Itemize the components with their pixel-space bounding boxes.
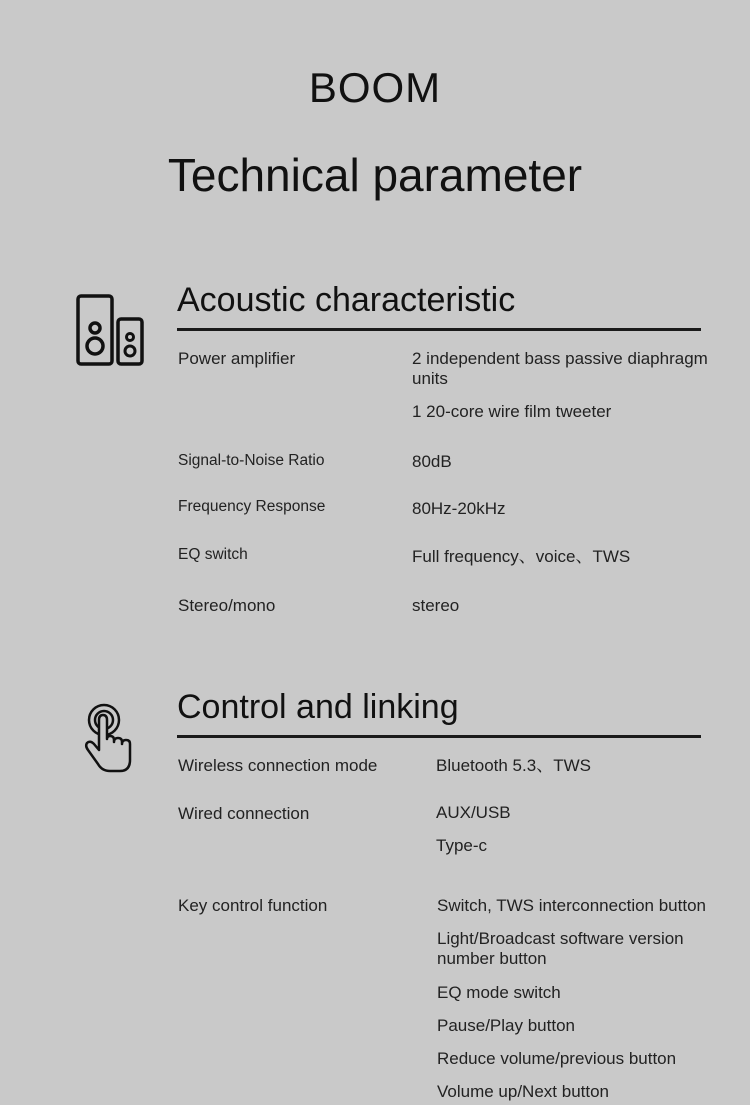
spec-value: Light/Broadcast software version number button <box>437 929 684 968</box>
spec-label: Frequency Response <box>178 498 326 515</box>
spec-label: Key control function <box>178 896 328 915</box>
spec-label: Power amplifier <box>178 349 296 368</box>
spec-value: 80Hz-20kHz <box>412 499 506 518</box>
spec-label: Wireless connection mode <box>178 756 378 775</box>
spec-value: EQ mode switch <box>437 983 561 1002</box>
brand-title: BOOM <box>308 64 442 111</box>
acoustic-divider <box>177 328 701 331</box>
spec-label: Stereo/mono <box>178 596 276 615</box>
spec-label: Signal-to-Noise Ratio <box>178 452 325 469</box>
spec-value: Pause/Play button <box>437 1016 575 1035</box>
control-divider <box>177 735 701 738</box>
spec-value: Reduce volume/previous button <box>437 1049 677 1068</box>
spec-label: Wired connection <box>178 804 310 823</box>
spec-value: 80dB <box>412 452 452 471</box>
spec-value: stereo <box>412 596 460 615</box>
spec-value: Type-c <box>436 836 488 855</box>
spec-value: Volume up/Next button <box>437 1082 610 1101</box>
spec-value: Full frequency、voice、TWS <box>412 547 631 566</box>
spec-label: EQ switch <box>178 546 248 563</box>
acoustic-section-title: Acoustic characteristic <box>177 281 516 319</box>
spec-value: Switch, TWS interconnection button <box>437 896 706 915</box>
spec-value: AUX/USB <box>436 803 511 822</box>
touch-hand-icon <box>82 702 136 776</box>
page-title: Technical parameter <box>167 149 583 201</box>
spec-value: Bluetooth 5.3、TWS <box>436 756 591 775</box>
speaker-icon <box>75 293 145 368</box>
control-section-title: Control and linking <box>177 688 459 726</box>
spec-value: 1 20-core wire film tweeter <box>412 402 612 421</box>
spec-value: 2 independent bass passive diaphragm units <box>412 349 708 388</box>
